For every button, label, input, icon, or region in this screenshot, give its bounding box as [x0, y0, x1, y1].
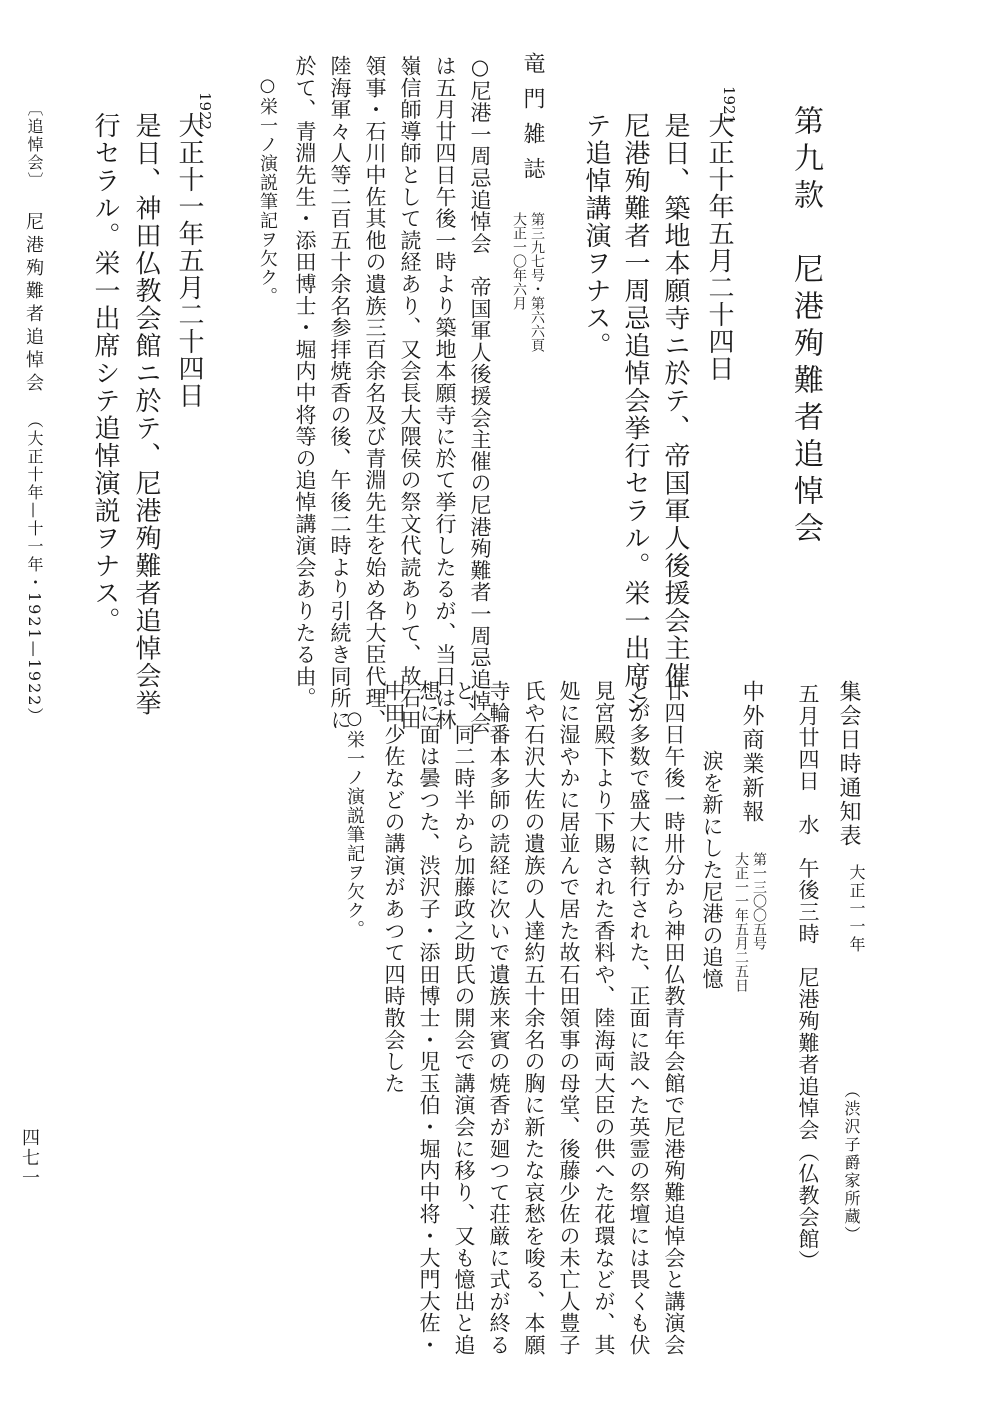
year-label: 1921 [720, 86, 738, 125]
article-line: ○尼港一周忌追悼会 帝国軍人後援会主催の尼港殉難者一周忌追悼会 [468, 55, 492, 734]
article-note: ○栄一ノ演説筆記ヲ欠ク。 [257, 75, 278, 306]
article-line: 於て、青淵先生・添田博士・堀内中将等の追悼講演会ありたる由。 [293, 55, 317, 709]
article-line: 見宮殿下より下賜された香料や、陸海両大臣の供へた花環などが、其 [592, 680, 616, 1356]
source-ref: 第三九七号・第六六頁 [529, 212, 545, 352]
article-line: 領事・石川中佐其他の遺族三百余名及び青淵先生を始め各大臣代理、 [363, 55, 387, 731]
source-name: 中外商業新報 [739, 680, 764, 824]
article-line: 想に面は曇つた、渋沢子・添田博士・児玉伯・堀内中将・大門大佐・ [417, 680, 441, 1356]
article-line: 氏や石沢大佐の遺族の人達約五十余名の胸に新たな哀愁を唆る、本願 [522, 680, 546, 1356]
article-line: 寺輪番本多師の読経に次いで遺族来賓の焼香が廻つて荘厳に式が終る [487, 680, 511, 1356]
article-headline: 涙を新にした尼港の追憶 [700, 750, 724, 990]
article-line: と、同二時半から加藤政之助氏の開会で講演会に移り、又も憶出と追 [452, 680, 476, 1356]
section-title: 第九款 尼港殉難者追悼会 [788, 105, 823, 549]
notice-entry: 五月廿四日 水 午後三時 尼港殉難者追悼会（仏教会館） [796, 683, 820, 1272]
article-line: 処に湿やかに居並んで居た故石田領事の母堂、後藤少佐の未亡人豊子 [557, 680, 581, 1356]
running-header-title: 尼港殉難者追悼会 [23, 212, 44, 396]
entry-text-line: 尼港殉難者一周忌追悼会挙行セラル。栄一出席シ [620, 112, 650, 717]
running-header-tag: 〔追悼会〕 [25, 100, 44, 190]
article-line: 廿四日午後一時卅分から神田仏教青年会館で尼港殉難追悼会と講演会 [662, 680, 686, 1356]
article-note: ○栄一ノ演説筆記ヲ欠ク。 [344, 708, 365, 939]
source-ref: 第一三〇〇五号 [751, 852, 767, 950]
article-line: 中田少佐などの講演があつて四時散会した [382, 680, 406, 1095]
entry-text-line: テ追悼講演ヲナス。 [581, 112, 611, 360]
page-number: 四七一 [19, 1128, 40, 1188]
source-ref: 大正一一年五月二五日 [733, 852, 749, 992]
running-header-range: （大正十年—十一年・1921—1922） [25, 412, 44, 726]
article-line: とが多数で盛大に執行された、正面に設へた英霊の祭壇には畏くも伏 [627, 680, 651, 1356]
entry-text-line: 是日、神田仏教会館ニ於テ、尼港殉難者追悼会挙 [131, 112, 161, 717]
entry-text-line: 是日、築地本願寺ニ於テ、帝国軍人後援会主催、 [660, 112, 690, 717]
source-owner: （渋沢子爵家所蔵） [842, 1082, 861, 1244]
entry-date: 大正十一年五月二十四日 [174, 112, 204, 409]
article-line: 嶺信師導師として読経あり、又会長大隈侯の祭文代読ありて、故石田 [398, 55, 422, 731]
source-name: 竜門雑誌 [520, 52, 545, 192]
entry-text-line: 行セラル。栄一出席シテ追悼演説ヲナス。 [90, 112, 120, 635]
source-ref: 大正一一年 [847, 864, 866, 954]
source-ref: 大正一〇年六月 [511, 212, 527, 310]
article-line: 陸海軍々人等二百五十余名参拝焼香の後、午後二時より引続き同所に [328, 55, 352, 731]
year-label: 1922 [196, 92, 214, 131]
source-name: 集会日時通知表 [836, 680, 861, 848]
entry-date: 大正十年五月二十四日 [704, 112, 734, 382]
article-line: は五月廿四日午後一時より築地本願寺に於て挙行したるが、当日は林 [433, 55, 457, 731]
